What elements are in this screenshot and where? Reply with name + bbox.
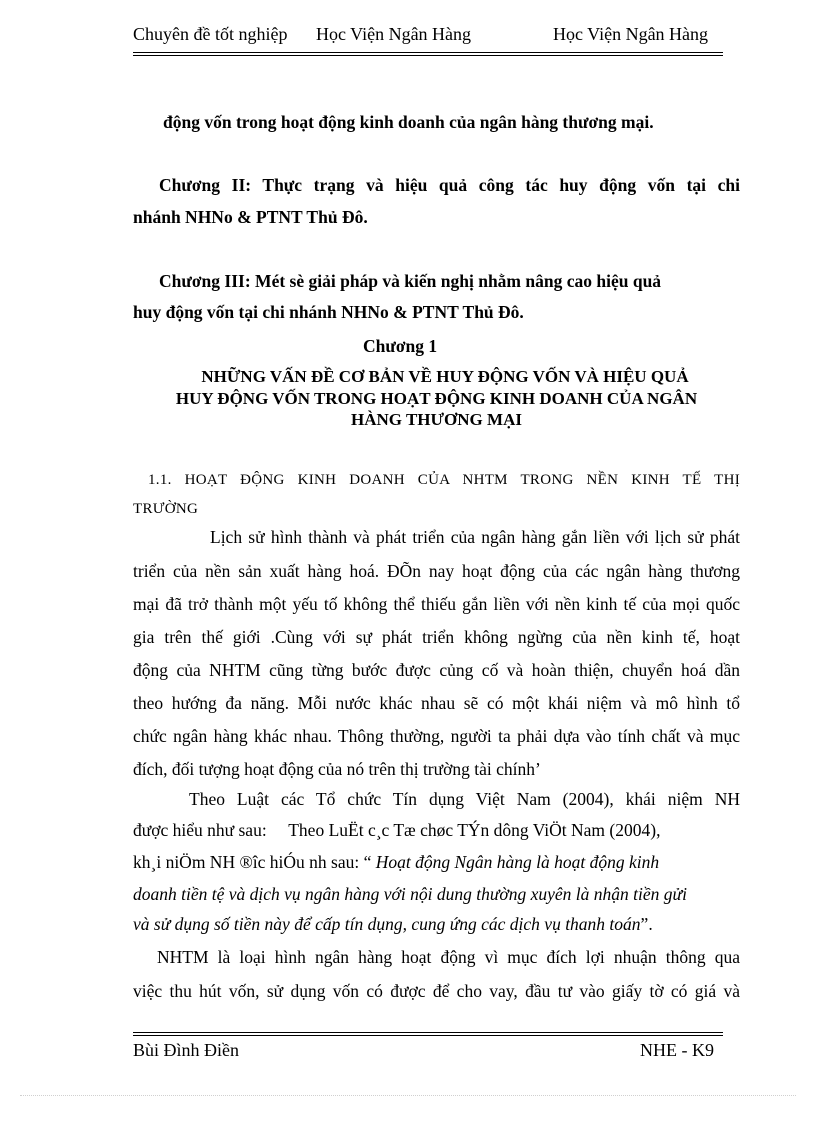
para1-line: triển của nền sản xuất hàng hoá. ĐÕn nay hoạt động của các ngân hàng thương [133,561,740,581]
para1-line: đích, đối tượng hoạt động của nó trên thị trường tài chính’ [133,759,541,779]
footer-rule [133,1032,723,1033]
para2-line-5 [133,914,740,934]
header-left: Chuyên đề tốt nghiệp [133,24,288,44]
chapter-title-l1: NHỮNG VẤN ĐỀ CƠ BẢN VỀ HUY ĐỘNG VỐN VÀ HIỆU QUẢ [201,367,689,386]
header-right: Học Viện Ngân Hàng [553,24,709,44]
footer-rule-2 [133,1035,723,1036]
chapter-3-summary-l2: huy động vốn tại chi nhánh NHNo & PTNT Thủ Đô. [133,302,524,322]
chapter-2-summary-l2: nhánh NHNo & PTNT Thủ Đô. [133,207,368,227]
chapter-title-l2: HUY ĐỘNG VỐN TRONG HOẠT ĐỘNG KINH DOANH CỦA NGÂN [175,389,698,408]
para2-line-1: Theo Luật các Tổ chức Tín dụng Việt Nam (2004), khái niệm NH [189,789,740,809]
chapter-2-summary-l1: Chương II: Thực trạng và hiệu quả công tác huy động vốn tại chi [159,175,740,195]
footer-class: NHE - K9 [640,1040,714,1060]
section-heading-l1: 1.1. HOẠT ĐỘNG KINH DOANH CỦA NHTM TRONG NỀN KINH TẾ THỊ [148,472,740,488]
definition-quote-start: Hoạt động Ngân hàng là hoạt động kinh [375,852,660,872]
footer-author: Bùi Đình Điền [133,1040,239,1060]
chapter-3-summary-l1: Chương III: Mét sè giải pháp và kiến nghị nhằm nâng cao hiệu quả [159,271,662,291]
definition-quote-end: và sử dụng số tiền này để cấp tín dụng, cung ứng các dịch vụ thanh toán [133,914,641,934]
intro-line-1: động vốn trong hoạt động kinh doanh của ngân hàng thương mại. [163,112,654,132]
para3-line-2: việc thu hút vốn, sử dụng vốn có được để cho vay, đầu tư vào giấy tờ có giá và [133,981,740,1001]
para1-line: mại đã trở thành một yếu tố không thể thiếu gắn liền với nền kinh tế của mọi quốc [133,594,740,614]
header-rule [133,52,723,53]
header-rule-2 [133,55,723,56]
para1-line: Lịch sử hình thành và phát triển của ngân hàng gắn liền với lịch sử phát [210,527,740,547]
page-bottom-divider [20,1095,796,1096]
chapter-label: Chương 1 [363,336,438,356]
para2-line-3-plain: kh¸i niÖm NH ®îc hiÓu nh sau: “ [133,852,376,872]
para3-line-1: NHTM là loại hình ngân hàng hoạt động vì mục đích lợi nhuận thông qua [157,947,740,967]
chapter-title-l3: HÀNG THƯƠNG MẠI [351,410,522,429]
definition-quote-line-2: doanh tiền tệ và dịch vụ ngân hàng với nội dung thường xuyên là nhận tiền gửi [133,884,687,904]
para1-line: theo hướng đa năng. Mỗi nước khác nhau sẽ có một khái niệm và mô hình tổ [133,693,740,713]
section-heading-l2: TRƯỜNG [133,501,199,517]
header-center: Học Viện Ngân Hàng [316,24,472,44]
para1-line: gia trên thế giới .Cùng với sự phát triển không ngừng của nền kinh tế, hoạt [133,627,740,647]
para2-line-2: được hiểu như sau: Theo LuËt c¸c Tæ chøc TÝn dông ViÖt Nam (2004), [133,820,661,840]
para1-line: chức ngân hàng khác nhau. Thông thường, người ta phải dựa vào tính chất và mục [133,726,740,746]
para2-line-3 [133,852,740,872]
para1-line: động của NHTM cũng từng bước được củng cố và hoàn thiện, chuyển hoá dần [133,660,740,680]
quote-close: ”. [640,914,653,934]
